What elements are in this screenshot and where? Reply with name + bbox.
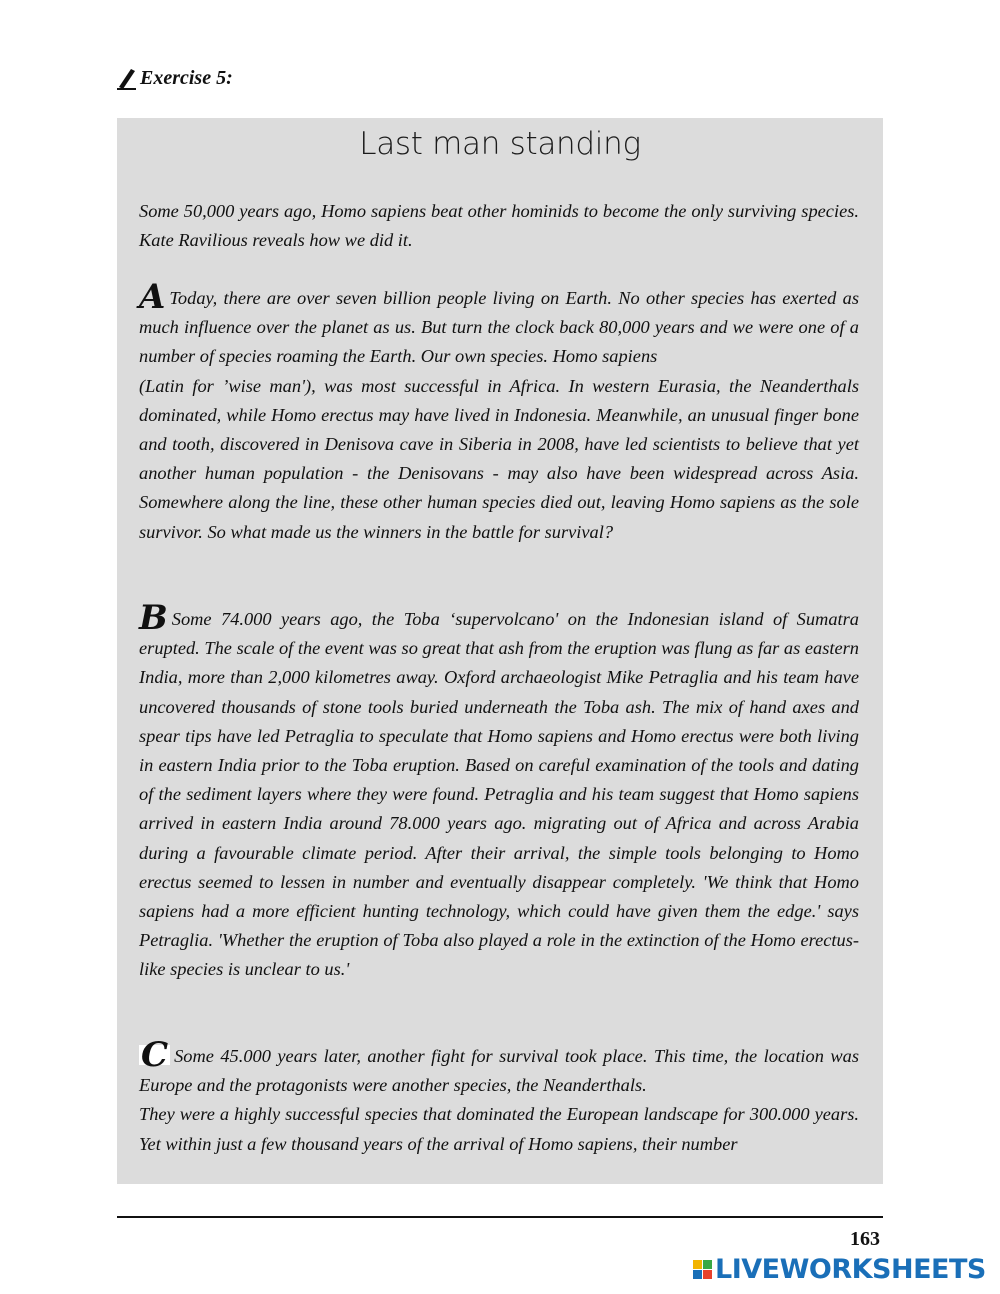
pen-icon: [116, 66, 138, 90]
section-b: [139, 598, 859, 985]
footer-divider: [117, 1216, 883, 1218]
section-c-text: Some 45.000 years later, another fight for survival took place. This time, the location was Europe and the protagonists were another species, the Neanderthals.: [139, 1046, 859, 1096]
exercise-heading: [116, 66, 233, 90]
article-title: Last man standing: [359, 126, 641, 162]
section-c-text-continued: They were a highly successful species that dominated the European landscape for 300.000 years. Yet within just a few thousand years of the arrival of Homo sapiens, their number: [139, 1104, 859, 1154]
logo-grid-icon: [693, 1260, 712, 1279]
section-b-text: Some 74.000 years ago, the Toba ‘supervolcano' on the Indonesian island of Sumatra erupted. The scale of the event was so great that ash from the eruption was flung as far as eastern India, more than 2,000 kilometres away. Oxford archaeologist Mike Petraglia and his team have uncovered thousands of stone tools buried underneath the Toba ash. The mix of hand axes and spear tips have led Petraglia to speculate that Homo sapiens and Homo erectus were both living in eastern India prior to the Toba eruption. Based on careful examination of the tools and dating of the sediment layers where they were found. Petraglia and his team suggest that Homo sapiens arrived in eastern India around 78.000 years ago. migrating out of Africa and across Arabia during a favourable climate period. After their arrival, the simple tools belonging to Homo erectus seemed to lessen in number and eventually disappear completely. 'We think that Homo sapiens had a more efficient hunting technology, which could have given them the edge.' says Petraglia. 'Whether the eruption of Toba also played a role in the extinction of the Homo erectus-like species is unclear to us.': [139, 609, 859, 980]
brand-name: LIVEWORKSHEETS: [715, 1254, 986, 1285]
section-a: [139, 277, 859, 547]
liveworksheets-logo[interactable]: [693, 1254, 986, 1285]
section-b-letter: B: [139, 598, 168, 638]
section-a-letter: A: [139, 277, 166, 317]
article-intro: Some 50,000 years ago, Homo sapiens beat other hominids to become the only surviving species. Kate Ravilious reveals how we did it.: [139, 201, 859, 250]
section-c: [139, 1035, 859, 1159]
section-a-text: Today, there are over seven billion people living on Earth. No other species has exerted as much influence over the planet as us. But turn the clock back 80,000 years and we were one of a number of species roaming the Earth. Our own species. Homo sapiens: [139, 288, 859, 367]
exercise-label: Exercise 5:: [140, 66, 233, 89]
section-a-text-continued: (Latin for ’wise man'), was most successful in Africa. In western Eurasia, the Neanderthals dominated, while Homo erectus may have lived in Indonesia. Meanwhile, an unusual finger bone and tooth, discovered in Denisova cave in Siberia in 2008, have led scientists to believe that yet another human population - the Denisovans - may also have been widespread across Asia. Somewhere along the line, these other human species died out, leaving Homo sapiens as the sole survivor. So what made us the winners in the battle for survival?: [139, 375, 859, 542]
section-c-letter: C: [141, 1035, 169, 1075]
page-number: 163: [850, 1228, 880, 1250]
